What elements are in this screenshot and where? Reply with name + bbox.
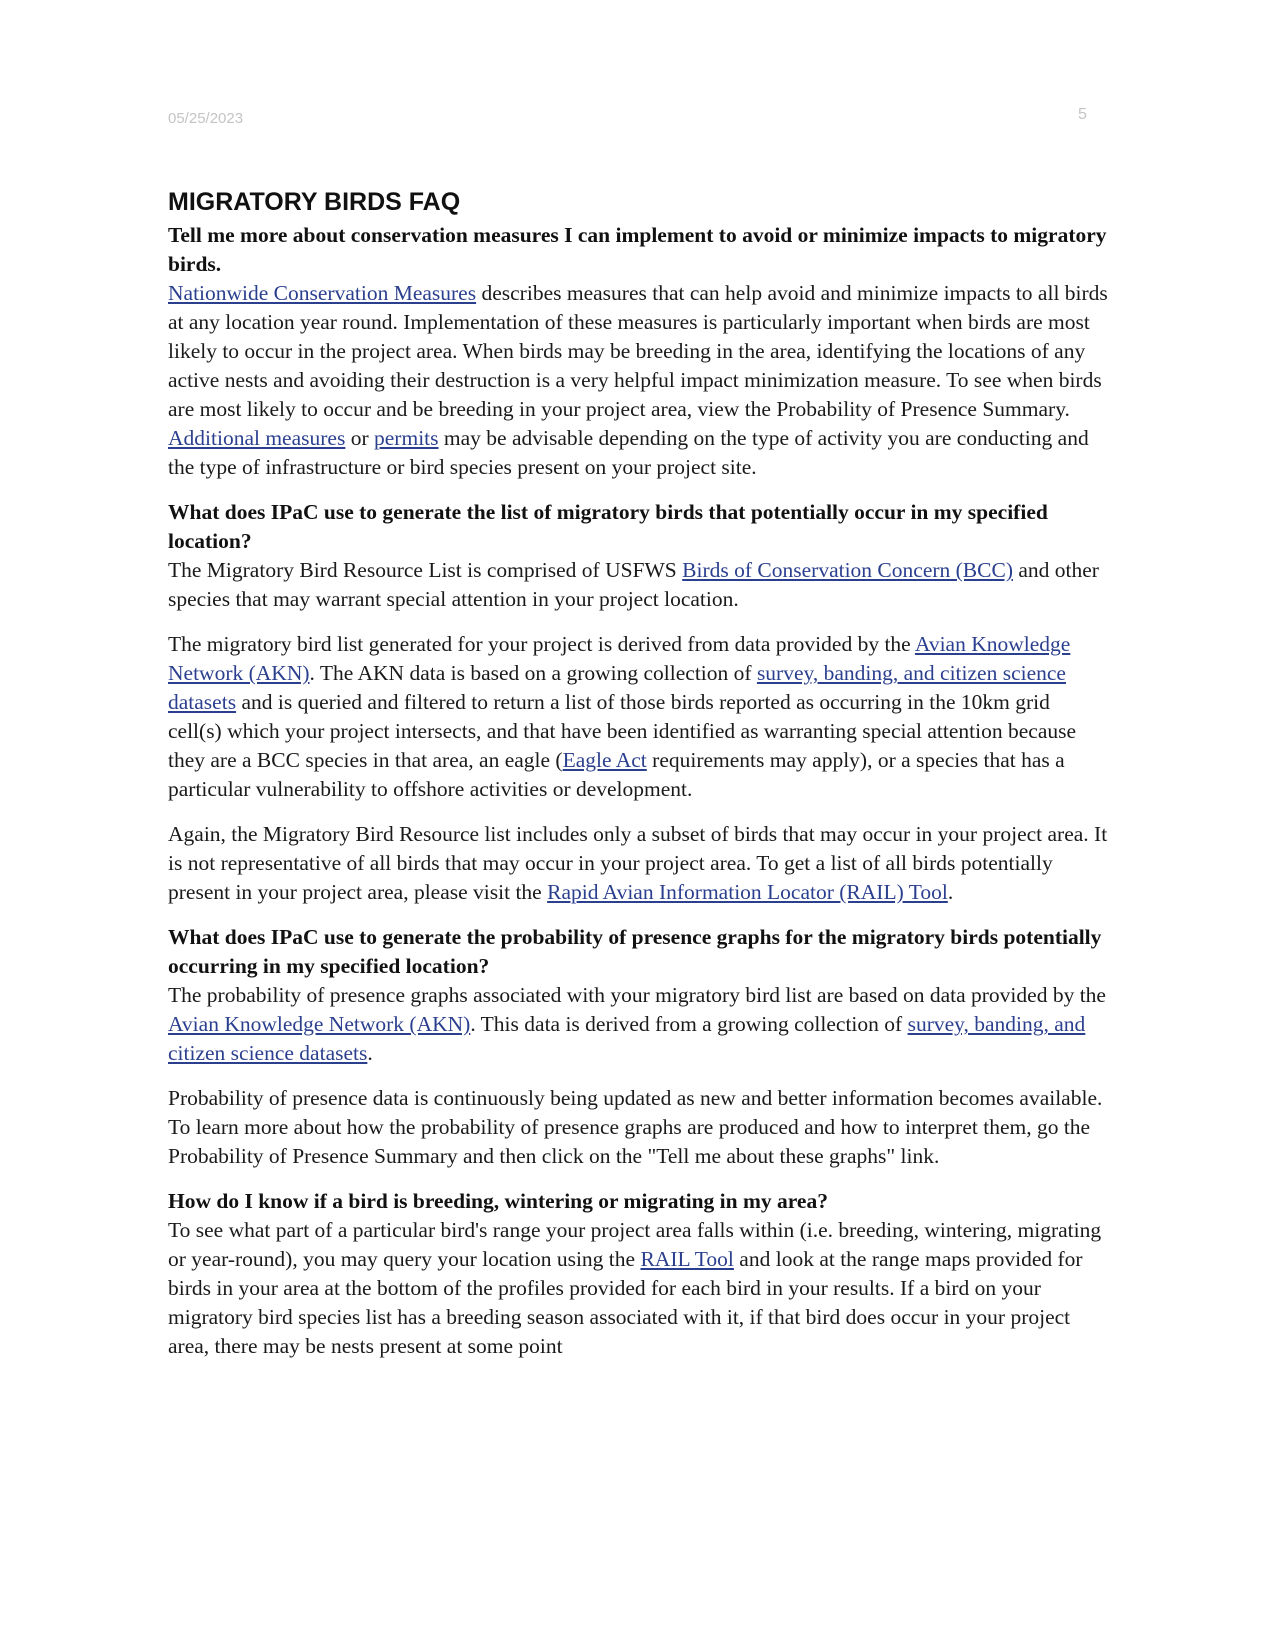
document-body — [168, 188, 1108, 1361]
akn-link[interactable]: Avian Knowledge Network (AKN) — [168, 632, 1071, 685]
answer-text: may be advisable depending on the type of activity you are conducting and the type of infrastructure or bird species present on your project site. — [168, 426, 1089, 479]
eagle-act-link[interactable]: Eagle Act — [562, 748, 647, 772]
datasets-link[interactable]: survey, banding, and citizen science datasets — [168, 661, 1066, 714]
answer-text: . The AKN data is based on a growing collection of — [309, 661, 757, 685]
faq-question: How do I know if a bird is breeding, wintering or migrating in my area? — [168, 1189, 828, 1213]
rail-tool-link[interactable]: RAIL Tool — [640, 1247, 734, 1271]
faq-answer — [168, 820, 1108, 907]
faq-answer — [168, 556, 1108, 614]
bcc-link[interactable]: Birds of Conservation Concern (BCC) — [682, 558, 1013, 582]
permits-link[interactable]: permits — [374, 426, 439, 450]
answer-text: requirements may apply), or a species that has a particular vulnerability to offshore activities or development. — [168, 748, 1065, 801]
faq-question: What does IPaC use to generate the probability of presence graphs for the migratory birds potentially occurring in my specified location? — [168, 925, 1102, 978]
faq-answer — [168, 279, 1108, 482]
header-date: 05/25/2023 — [168, 110, 244, 127]
answer-text: Again, the Migratory Bird Resource list includes only a subset of birds that may occur in your project area. It is not representative of all birds that may occur in your project area. To get a list of all birds potentially present in your project area, please visit the — [168, 822, 1108, 904]
faq-answer — [168, 630, 1108, 804]
answer-text: The migratory bird list generated for your project is derived from data provided by the — [168, 632, 915, 656]
answer-text: or — [345, 426, 375, 450]
answer-text: The probability of presence graphs associated with your migratory bird list are based on data provided by the — [168, 983, 1106, 1007]
answer-text: The Migratory Bird Resource List is comprised of USFWS — [168, 558, 683, 582]
faq-breeding-status — [168, 1187, 1108, 1361]
additional-measures-link[interactable]: Additional measures — [168, 426, 346, 450]
page-title: MIGRATORY BIRDS FAQ — [168, 188, 461, 216]
datasets-link[interactable]: survey, banding, and citizen science datasets — [168, 1012, 1086, 1065]
faq-list-generation — [168, 498, 1108, 907]
akn-link[interactable]: Avian Knowledge Network (AKN) — [168, 1012, 471, 1036]
answer-text: and other species that may warrant special attention in your project location. — [168, 558, 1099, 611]
faq-question: Tell me more about conservation measures I can implement to avoid or minimize impacts to migratory birds. — [168, 223, 1107, 276]
answer-text: describes measures that can help avoid and minimize impacts to all birds at any location year round. Implementation of these measures is particularly important when birds are most likely to occur in the project area. When birds may be breeding in the area, identifying the locations of any active nests and avoiding their destruction is a very helpful impact minimization measure. To see when birds are most likely to occur and be breeding in your project area, view the Probability of Presence Summary. — [168, 281, 1108, 421]
answer-text: and is queried and filtered to return a list of those birds reported as occurring in the 10km grid cell(s) which your project intersects, and that have been identified as warranting special attention because they are a BCC species in that area, an eagle ( — [168, 690, 1077, 772]
page-number: 5 — [1078, 106, 1087, 123]
answer-text: To see what part of a particular bird's range your project area falls within (i.e. breeding, wintering, migrating or year-round), you may query your location using the — [168, 1218, 1102, 1271]
rail-tool-link[interactable]: Rapid Avian Information Locator (RAIL) Tool — [547, 880, 948, 904]
answer-text: . This data is derived from a growing collection of — [470, 1012, 908, 1036]
nationwide-conservation-measures-link[interactable]: Nationwide Conservation Measures — [168, 281, 477, 305]
faq-question: What does IPaC use to generate the list of migratory birds that potentially occur in my specified location? — [168, 500, 1048, 553]
faq-probability-graphs — [168, 923, 1108, 1171]
faq-conservation-measures — [168, 221, 1108, 482]
answer-text: . — [947, 880, 954, 904]
faq-answer: Probability of presence data is continuously being updated as new and better information becomes available. To learn more about how the probability of presence graphs are produced and how to interpret them, go the Probability of Presence Summary and then click on the "Tell me about these graphs" link. — [168, 1086, 1103, 1168]
answer-text: . — [367, 1041, 373, 1065]
faq-answer — [168, 981, 1108, 1068]
answer-text: and look at the range maps provided for birds in your area at the bottom of the profiles provided for each bird in your results. If a bird on your migratory bird species list has a breeding season associated with it, if that bird does occur in your project area, there may be nests present at some point — [168, 1247, 1083, 1358]
faq-answer — [168, 1216, 1108, 1361]
